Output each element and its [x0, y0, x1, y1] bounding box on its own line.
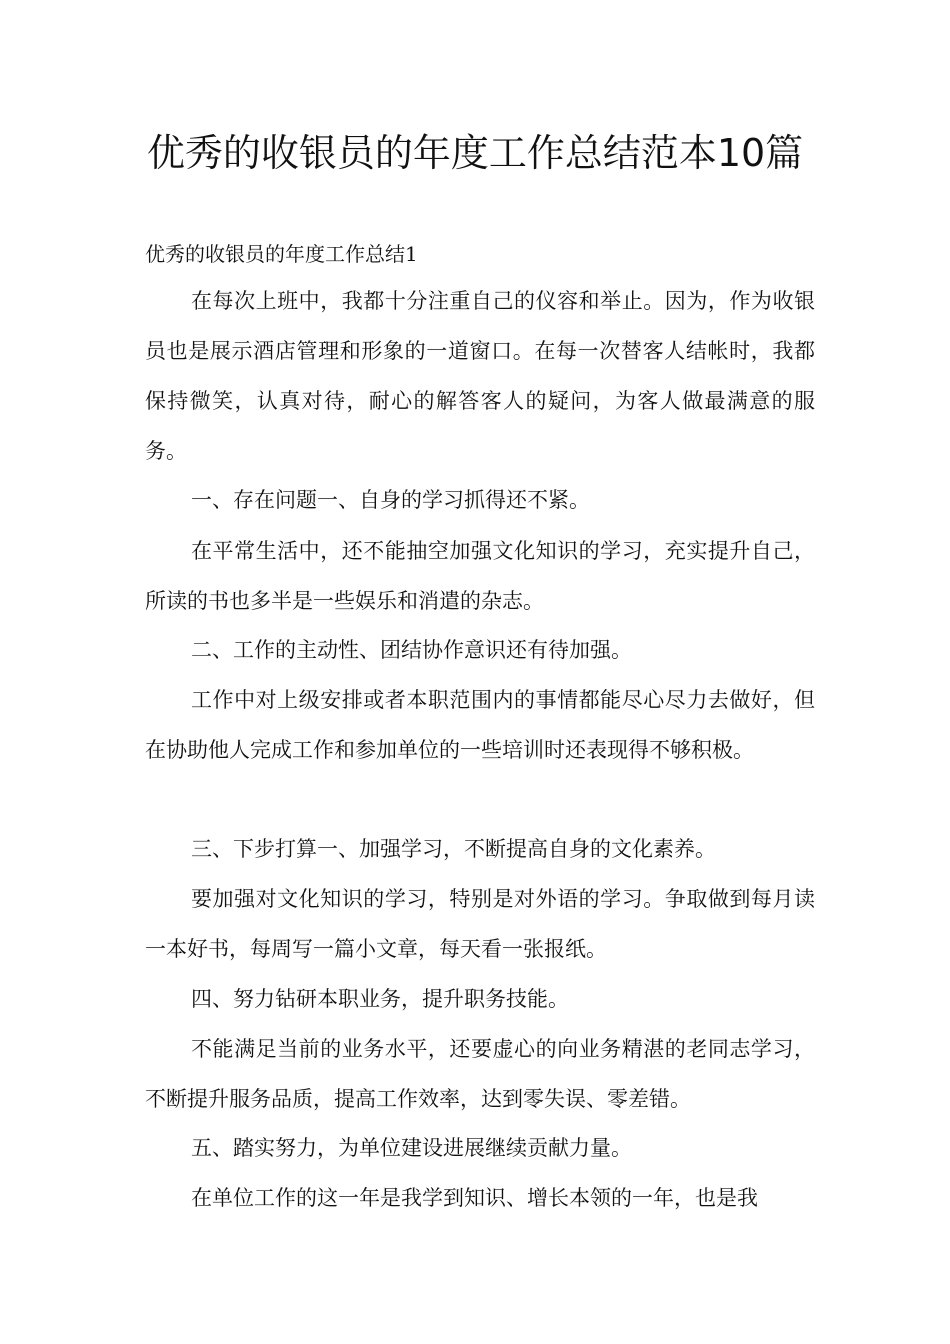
paragraph-3: 在平常生活中，还不能抽空加强文化知识的学习，充实提升自己，所读的书也多半是一些娱乐和消遣的杂志。	[145, 539, 815, 613]
paragraph-8: 四、努力钻研本职业务，提升职务技能。	[191, 987, 569, 1011]
paragraph-5: 工作中对上级安排或者本职范围内的事情都能尽心尽力去做好，但在协助他人完成工作和参加单位的一些培训时还表现得不够积极。	[145, 688, 815, 762]
paragraph-7: 要加强对文化知识的学习，特别是对外语的学习。争取做到每月读一本好书，每周写一篇小文章，每天看一张报纸。	[145, 887, 815, 961]
paragraph-1: 在每次上班中，我都十分注重自己的仪容和举止。因为，作为收银员也是展示酒店管理和形象的一道窗口。在每一次替客人结帐时，我都保持微笑，认真对待，耐心的解答客人的疑问，为客人做最满意的服务。	[145, 289, 815, 463]
section-heading: 优秀的收银员的年度工作总结1	[145, 242, 418, 266]
paragraph-2: 一、存在问题一、自身的学习抓得还不紧。	[191, 488, 590, 512]
paragraph-6: 三、下步打算一、加强学习，不断提高自身的文化素养。	[191, 837, 716, 861]
paragraph-9: 不能满足当前的业务水平，还要虚心的向业务精湛的老同志学习，不断提升服务品质，提高工作效率，达到零失误、零差错。	[145, 1037, 815, 1111]
paragraph-11: 在单位工作的这一年是我学到知识、增长本领的一年，也是我	[191, 1186, 758, 1210]
paragraph-4: 二、工作的主动性、团结协作意识还有待加强。	[191, 638, 632, 662]
paragraph-10: 五、踏实努力，为单位建设进展继续贡献力量。	[191, 1136, 632, 1160]
document-title: 优秀的收银员的年度工作总结范本10篇	[146, 131, 804, 175]
